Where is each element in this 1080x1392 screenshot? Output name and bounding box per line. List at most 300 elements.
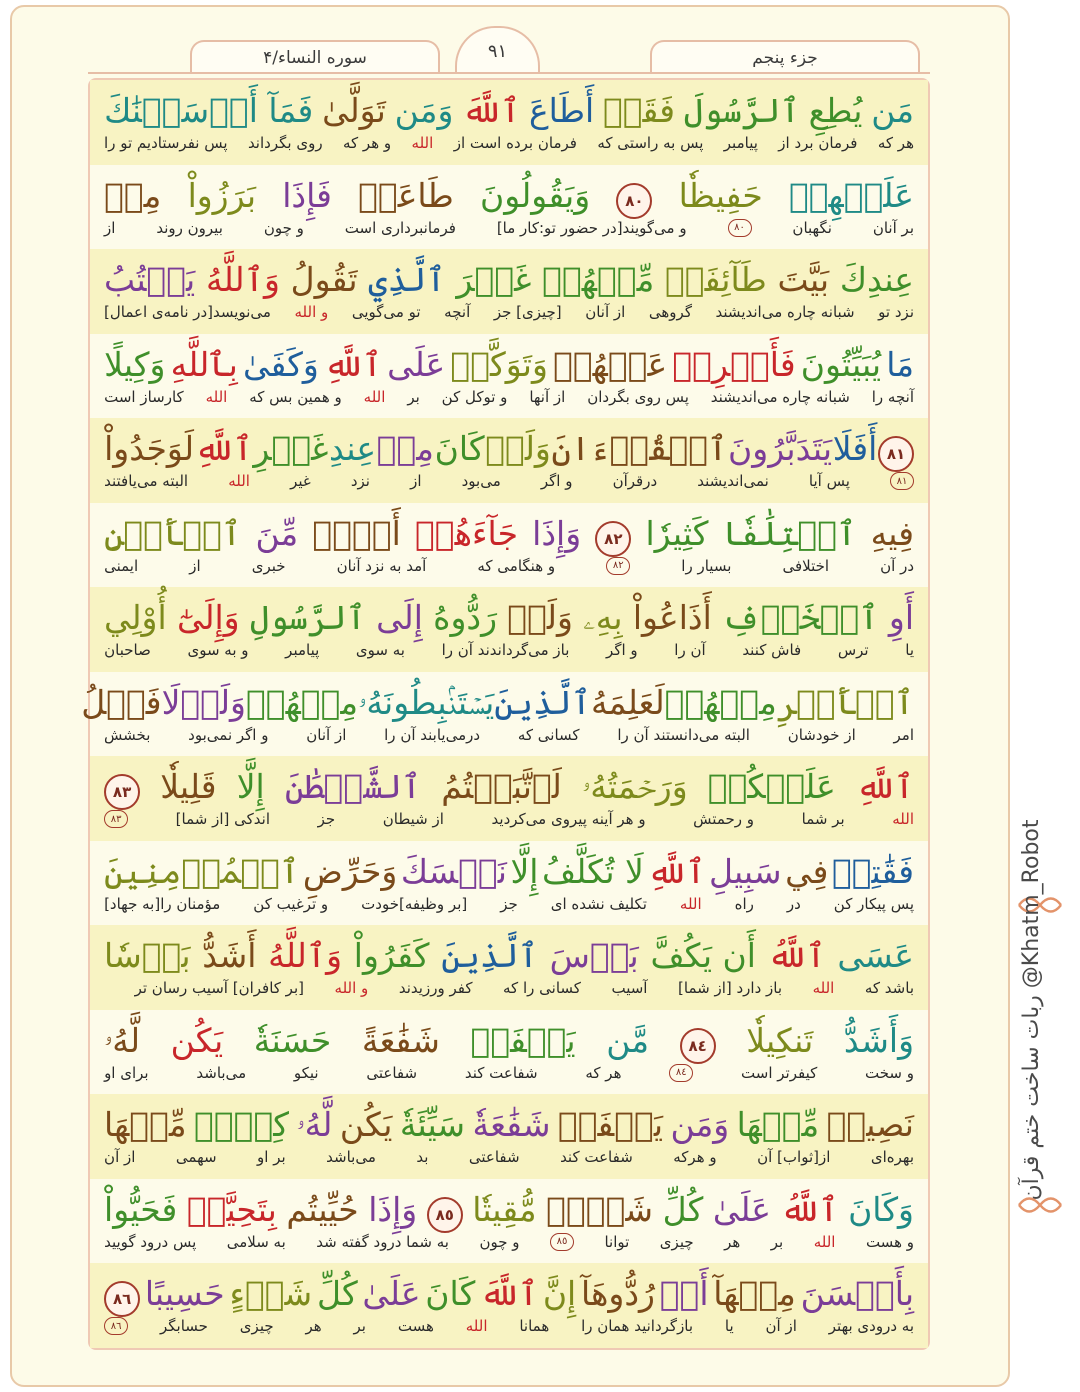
ayah-number-small: ٨٥ [550,1233,574,1251]
arabic-word: لَّهُۥ [296,1105,333,1145]
verse-row [90,1010,928,1095]
side-label: ربات ساخت ختم قرآن @Khatm_Robot [1019,819,1044,1201]
arabic-word: مِنۡهُمۡ [664,682,777,722]
translation-word: ایمنی [104,556,139,575]
arabic-word: مِّنۡهَا [736,1105,820,1145]
verse-rows [81,80,928,1348]
verse-row [90,334,928,419]
arabic-word: لَوَجَدُواْ [104,429,195,469]
arabic-word: ٱلۡمُؤۡمِنِينَ [104,851,300,891]
translation-word: و الله [294,303,329,322]
translation-word: بر [770,1232,784,1251]
translation-line [104,134,914,156]
arabic-word: حُيِّيتُم [286,1189,359,1229]
translation-word: الله [228,472,250,491]
arabic-word: حَسَنَةٗ [253,1020,332,1060]
arabic-word: مِنۡهُمۡ [245,682,359,722]
arabic-line [104,88,914,134]
arabic-line [104,257,914,303]
arabic-word: وَكَانَ [848,1189,914,1229]
translation-word: و همین بس که [249,387,342,406]
translation-word: تو می‌گویی [351,303,421,322]
arabic-word: ٱلرَّسُولَ [683,91,800,131]
ayah-number-marker: ٨١ [878,436,914,472]
arabic-word: عِندِكَ [839,260,914,300]
translation-word: همانا [519,1317,550,1336]
translation-word: پس به راستی که [597,134,704,153]
arabic-word: كِفۡلٞ [194,1105,289,1145]
arabic-word: طَاعَةٞ [358,175,454,215]
arabic-word: أَن يَكُفَّ [650,936,756,976]
arabic-word: غَيۡرِ [253,429,329,469]
arabic-word: قَلِيلٗا [160,767,217,807]
ayah-number-small: ٨٤ [669,1064,693,1082]
translation-word: درمی‌یابند آن را [384,725,481,744]
juz-label: جزء پنجم [650,40,920,74]
arabic-word: ٱلۡقُرۡءَانَ [551,429,728,469]
translation-line [104,810,914,832]
arabic-word: يَسۡتَنۢبِطُونَهُۥ [358,682,495,722]
translation-word: کسانی را که [503,979,581,998]
translation-word: الله [465,1317,488,1336]
translation-word: اختلافی [782,556,830,575]
ayah-number-marker: ٨٤ [680,1028,716,1064]
ayah-number-marker: ٨٢ [595,521,631,557]
translation-word: از آنان [585,303,626,322]
arabic-line [104,426,914,472]
arabic-word: لَٱتَّبَعۡتُمُ [441,767,562,807]
translation-word: شفاعت کند [560,1148,633,1167]
arabic-word: عَسَى [837,936,914,976]
arabic-word: وَتَوَكَّلۡ [450,344,548,384]
arabic-word: إِلَّا [510,851,539,891]
arabic-word: وَكِيلًا [104,344,166,384]
translation-word: می‌نویسد[در نامه‌ی اعمال] [104,303,271,322]
translation-line [104,219,914,241]
translation-word: بر [353,1317,366,1336]
arabic-word: مَّن [606,1020,650,1060]
arabic-word: مِنۡ [104,175,162,215]
translation-line [104,641,914,663]
translation-word: راه [734,894,754,913]
arabic-word: عَلَى [387,344,446,384]
translation-word: ترس [837,641,869,660]
translation-word: فرمان برده است از [453,134,577,153]
ayah-number-marker: ٨٦ [104,1281,140,1317]
page-number: ۹۱ [455,26,540,74]
translation-word: مؤمنان را[به جهاد] [104,894,221,913]
arabic-line [104,1102,914,1148]
arabic-word: عَلَيۡهِمۡ [788,175,914,215]
surah-label: سوره النساء/۴ [190,40,440,74]
translation-word: از[ثواب] آن [757,1148,831,1167]
arabic-word: ٱللَّهَ [480,1274,539,1314]
arabic-line [104,595,914,641]
translation-word: و الله [334,979,369,998]
arabic-word: ٱلۡخَوۡفِ [722,598,879,638]
translation-word: فرمانبرداری است [344,218,456,237]
translation-word: به شما درود گفته شد [316,1232,449,1251]
arabic-word: عَلَىٰ [712,1189,771,1229]
arabic-word: فَضۡلُ [81,682,162,722]
arabic-word: يُطِعِ [808,91,863,131]
arabic-word: أَوۡ [659,1274,709,1314]
arabic-word: كُلِّ [316,1274,358,1314]
arabic-word: وَإِلَىٰٓ [176,598,240,638]
translation-word: بد [416,1148,429,1167]
translation-word: شبانه چاره می‌اندیشند [710,387,850,406]
translation-word: درقرآن [612,472,658,491]
arabic-word: وَٱللَّهُ [268,936,343,976]
translation-word: نزد [350,472,370,491]
translation-word: و می‌گویند[در حضور تو:کار ما] [496,218,687,237]
translation-word: بر شما [801,810,845,829]
translation-word: الله [411,134,434,153]
arabic-word: ٱللَّهِ [855,767,914,807]
translation-word: از [189,556,201,575]
arabic-word: لَعَلِمَهُ [590,682,665,722]
verse-row [90,756,928,841]
verse-row [90,841,928,926]
translation-word: و به سوی [187,641,249,660]
translation-word: در آن [880,556,914,575]
arabic-word: تَوَلَّىٰ [322,91,386,131]
arabic-line [104,849,914,895]
translation-word: یا [724,1317,734,1336]
arabic-word: وَأَشَدُّ [843,1020,914,1060]
translation-word: شفاعتی [468,1148,520,1167]
ayah-number-small: ٨٦ [104,1317,128,1335]
arabic-word: رُدُّوهَآ [580,1274,655,1314]
translation-word: شفاعتی [366,1063,418,1082]
translation-word: نگهبان [792,218,832,237]
arabic-word: مُّقِيتٗا [472,1189,537,1229]
arabic-line [104,1187,914,1233]
arabic-line [104,933,914,979]
arabic-word: كَثِيرٗا [645,513,709,553]
translation-word: می‌بود [461,472,501,491]
translation-word: چیزی [659,1232,694,1251]
arabic-word: حَسِيبًا [144,1274,225,1314]
ayah-number-marker: ٨٥ [427,1197,463,1233]
arabic-word: بِٱللَّهِ [170,344,238,384]
arabic-word: فِيهِ [870,513,914,553]
arabic-word: لَا تُكَلَّفُ [542,851,644,891]
translation-word: خبری [251,556,286,575]
arabic-word: وَلَوۡلَا [161,682,246,722]
arabic-word: أَوِ [888,598,914,638]
verse-row [90,249,928,334]
arabic-word: ٱللَّهِ [194,429,253,469]
arabic-word: وَلَوۡ [507,598,573,638]
arabic-word: سَبِيلِ [708,851,782,891]
translation-word: و هست [865,1232,914,1251]
ayah-number-small: ٨١ [890,472,914,490]
arabic-line [104,1018,914,1064]
arabic-word: بَأۡسٗا [104,936,191,976]
translation-word: به درودی بهتر [828,1317,914,1336]
arabic-word: إِلَى [376,598,423,638]
translation-word: و چون [479,1232,520,1251]
arabic-word: إِنَّ [542,1274,577,1314]
arabic-word: كُلِّ [662,1189,704,1229]
arabic-word: طَآئِفَةٞ [665,260,767,300]
translation-word: پس نفرستادیم تو را [104,134,228,153]
translation-word: از [410,472,422,491]
translation-word: آن را [674,641,706,660]
arabic-word: وَحَرِّضِ [302,851,398,891]
arabic-word: بِهِۦ [583,598,623,638]
translation-word: جز [317,810,336,829]
ayah-number-marker: ٨٠ [616,183,652,219]
arabic-word: شَيۡءٍ [229,1274,313,1314]
arabic-word: جَآءَهُمۡ [415,513,518,553]
translation-word: از آن [104,1148,136,1167]
translation-word: پس روی بگردان [587,387,689,406]
arabic-word: أَطَاعَ [528,91,595,131]
translation-word: آسیب [611,979,648,998]
arabic-word: ٱلرَّسُولِ [249,598,366,638]
translation-word: نزد تو [878,303,914,322]
arabic-word: أَشَدُّ [202,936,257,976]
translation-word: و هر که [342,134,392,153]
translation-word: شفاعت کند [464,1063,538,1082]
translation-word: بر آنان [872,218,914,237]
translation-word: الله [892,810,914,829]
translation-word: و رحمتش [693,810,755,829]
translation-word: نیکو [293,1063,319,1082]
header-divider [88,72,930,74]
translation-word: البته می‌دانستند آن را [617,725,750,744]
arabic-word: فَأَعۡرِضۡ [672,344,796,384]
translation-word: هر که [877,134,914,153]
translation-word: [چیزی] جز [493,303,562,322]
verse-row [90,503,928,588]
translation-word: از [104,218,116,237]
translation-line [104,1317,914,1339]
ayah-number-small: ٨٢ [606,557,630,575]
translation-word: پس پیکار کن [833,894,914,913]
verse-row [90,587,928,672]
arabic-word: إِلَّا [236,767,265,807]
translation-word: باز می‌گرداندند آن را [441,641,570,660]
arabic-word: ٱخۡتِلَٰفٗا [722,513,857,553]
translation-word: پیامبر [285,641,320,660]
translation-word: الله [812,979,835,998]
translation-word: باز دارد [از شما] [678,979,783,998]
arabic-word: ٱلَّذِينَ [441,936,538,976]
arabic-word: ٱلۡأَمۡنِ [104,513,242,553]
translation-word: البته می‌یافتند [104,472,189,491]
translation-word: فرمان برد از [778,134,858,153]
translation-word: هست [397,1317,434,1336]
arabic-word: ٱللَّهِ [647,851,706,891]
translation-line [104,472,914,494]
arabic-word: فَإِذَا [282,175,332,215]
translation-word: می‌باشد [196,1063,247,1082]
arabic-word: بِأَحۡسَنَ [800,1274,914,1314]
translation-line [104,557,914,579]
verse-row [90,418,928,503]
arabic-word: بِتَحِيَّةٖ [186,1189,277,1229]
arabic-word: كَفَرُواْ [353,936,430,976]
arabic-word: مَا [886,344,914,384]
translation-word: و اگر [606,641,638,660]
translation-word: باشد که [864,979,914,998]
translation-word: چیزی [239,1317,274,1336]
translation-word: کیفرتر است [741,1063,818,1082]
translation-word: و اگر نمی‌بود [188,725,269,744]
translation-word: و سخت [865,1063,914,1082]
translation-word: الله [205,387,228,406]
translation-word: بر او [257,1148,286,1167]
translation-word: صاحبان [104,641,151,660]
arabic-word: نَفۡسَكَ [400,851,507,891]
translation-word: حسابگر [159,1317,208,1336]
arabic-word: شَيۡءٖ [546,1189,654,1229]
translation-line [104,303,914,325]
translation-word: روی بگرداند [247,134,323,153]
ayah-number-marker: ٨٣ [104,774,140,810]
arabic-word: مِّنۡهُمۡ [542,260,655,300]
translation-word: و چون [263,218,304,237]
verse-row [90,925,928,1010]
translation-word: و ترغیب کن [253,894,329,913]
translation-line [104,895,914,917]
arabic-word: شَفَٰعَةً [361,1020,440,1060]
translation-word: از آن [765,1317,797,1336]
translation-word: از خودشان [787,725,856,744]
arabic-word: عِندِ [329,429,377,469]
translation-word: و اگر [540,472,573,491]
arabic-word: وَرَحۡمَتُهُۥ [581,767,688,807]
arabic-word: بَيَّتَ [777,260,830,300]
arabic-word: وَمَن [394,91,454,131]
translation-word: بازگردانید همان را [581,1317,694,1336]
translation-word: و هر آینه پیروی می‌کردید [491,810,646,829]
arabic-word: ٱللَّهُ [780,1189,839,1229]
arabic-word: يَشۡفَعۡ [557,1105,664,1145]
translation-word: اندکی [از شما] [175,810,270,829]
arabic-word: أَمۡرٞ [312,513,401,553]
arabic-word: بَأۡسَ [549,936,639,976]
translation-word: و هرکه [673,1148,717,1167]
translation-word: کسانی که [517,725,580,744]
arabic-word: كَانَ [425,1274,476,1314]
arabic-word: مِنۡهَآ [713,1274,796,1314]
translation-word: به سلامی [226,1232,286,1251]
arabic-word: ٱللَّهَ [462,91,521,131]
translation-line [104,1233,914,1255]
translation-word: فاش کنند [742,641,802,660]
translation-word: الله [363,387,386,406]
arabic-word: يَكُن [339,1105,393,1145]
translation-word: بخشش [104,725,151,744]
arabic-line [104,1271,914,1317]
verse-row [90,1263,928,1348]
arabic-word: غَيۡرَ [456,260,532,300]
arabic-word: لَّهُۥ [104,1020,141,1060]
arabic-word: يَكُن [170,1020,224,1060]
arabic-word: سَيِّئَةٗ [399,1105,466,1145]
arabic-word: كَانَ [434,429,485,469]
translation-word: توانا [604,1232,630,1251]
translation-word: از شیطان [382,810,444,829]
translation-line [104,1064,914,1086]
translation-word: پس آیا [808,472,850,491]
translation-line [104,1148,914,1170]
arabic-word: أَفَلَا [832,429,878,469]
ayah-number-small: ٨٣ [104,810,128,828]
arabic-word: مِّنۡهَا [104,1105,187,1145]
arabic-word: أُوْلِي [104,598,167,638]
translation-word: برای او [104,1063,149,1082]
arabic-word: ٱلۡأَمۡرِ [776,682,914,722]
translation-word: هر که [585,1063,622,1082]
arabic-word: ٱللَّهِ [323,344,382,384]
arabic-word: تَنكِيلٗا [746,1020,814,1060]
translation-word: پس درود گویید [104,1232,197,1251]
translation-word: آمد به نزد آنان [336,556,427,575]
translation-word: الله [679,894,702,913]
translation-word: در [786,894,801,913]
arabic-word: وَإِذَا [532,513,582,553]
translation-word: هر [305,1317,322,1336]
translation-word: آنچه را [871,387,914,406]
arabic-word: وَٱللَّهُ [205,260,280,300]
verse-row [90,1179,928,1264]
translation-word: بهره‌ای [870,1148,914,1167]
arabic-line [104,511,914,557]
translation-word: نمی‌اندیشند [697,472,769,491]
arabic-word: ٱلَّذِي [368,260,446,300]
arabic-word: يَشۡفَعۡ [470,1020,576,1060]
translation-word: جز [500,894,518,913]
arabic-word: فَقَدۡ [602,91,676,131]
translation-word: [بر وظیفه]خودت [361,894,468,913]
arabic-word: نَصِيبٞ [826,1105,914,1145]
translation-word: سهمی [175,1148,217,1167]
arabic-word: وَكَفَىٰ [242,344,319,384]
arabic-word: مِّنَ [255,513,299,553]
translation-word: هر [724,1232,741,1251]
arabic-word: تَقُولُ [290,260,358,300]
arabic-word: رَدُّوهُ [433,598,498,638]
arabic-word: يَتَدَبَّرُونَ [728,429,833,469]
translation-word: گروهی [648,303,692,322]
arabic-word: مِنۡ [376,429,434,469]
arabic-word: فِي [785,851,829,891]
translation-word: الله [813,1232,836,1251]
translation-word: و توکل کن [441,387,508,406]
verse-row [90,165,928,250]
arabic-word: يَكۡتُبُ [104,260,196,300]
arabic-word: شَفَٰعَةٗ [472,1105,551,1145]
translation-word: تکلیف نشده ای [550,894,647,913]
arabic-line [81,680,914,726]
translation-word: آنچه [444,303,471,322]
translation-word: بیرون روند [156,218,223,237]
verse-row [81,672,928,757]
ornament-icon [1017,1190,1063,1220]
arabic-word: فَمَآ أَرۡسَلۡنَٰكَ [104,91,314,131]
arabic-word: وَإِذَا [368,1189,418,1229]
arabic-word: عَنۡهُمۡ [553,344,668,384]
arabic-word: فَقَٰتِلۡ [831,851,914,891]
translation-word: شبانه چاره می‌اندیشند [715,303,855,322]
translation-word: از آنها [529,387,566,406]
translation-word: کارساز است [104,387,184,406]
